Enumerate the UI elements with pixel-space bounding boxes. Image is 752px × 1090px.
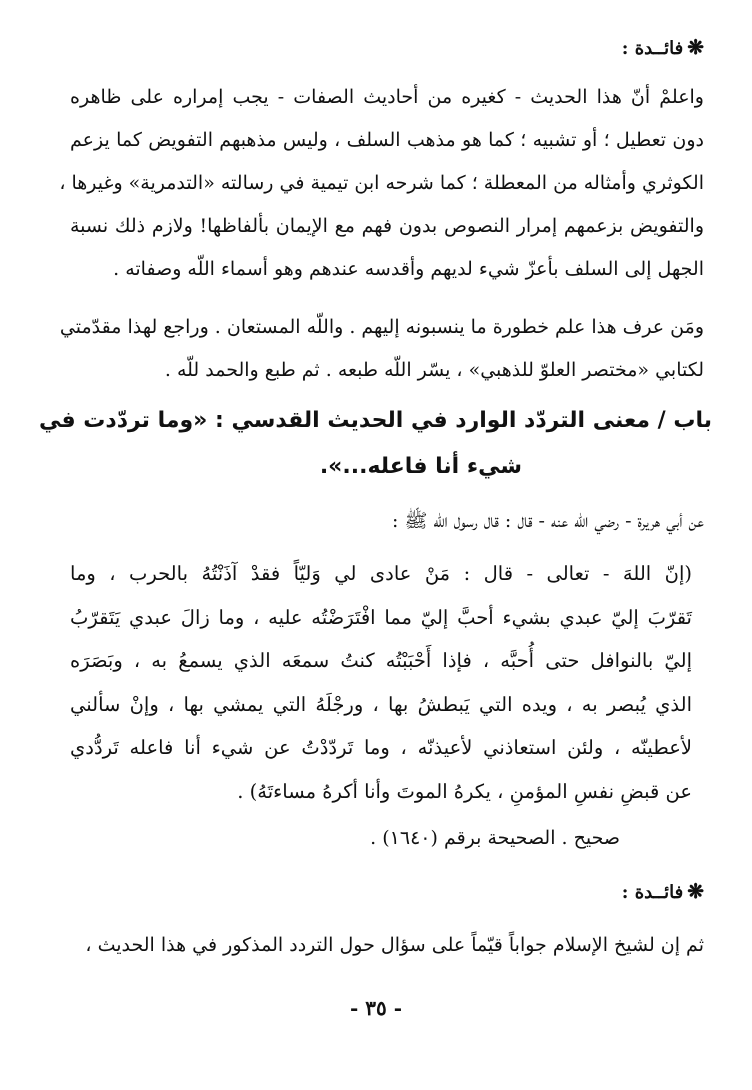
paragraph-sifat: [59, 76, 704, 291]
text-line: عن أبي هريرة - رضي الله عنه - قال : قال رسول الله ﷺ :: [392, 510, 704, 532]
narration-intro: [70, 500, 704, 543]
text-line: ومَن عرف هذا علم خطورة ما ينسبونه إليهم . واللّه المستعان . وراجع لهذا مقدّمتي: [59, 316, 704, 338]
faida-label-bottom: [622, 876, 704, 908]
paragraph-sheikh-answer: [70, 924, 704, 967]
heading-line: شيء أنا فاعله...».: [319, 454, 522, 479]
text-line: الجهل إلى السلف بأعزّ شيء لديهم وأقدسه عندهم وهو أسماء اللّه وصفاته .: [113, 258, 704, 280]
faida-text: فائــدة :: [621, 882, 684, 903]
hadith-line: إليّ بالنوافل حتى أُحبَّه ، فإذا أَحْبَبْتُه كنتُ سمعَه الذي يسمعُ به ، وبَصَرَه: [70, 649, 692, 672]
page-number: - ٣٥ -: [349, 996, 402, 1020]
text-line: لكتابي «مختصر العلوّ للذهبي» ، يسّر اللّه طبعه . ثم طبع والحمد للّه .: [164, 359, 704, 381]
hadith-line: تَقرّبَ إليّ عبدي بشيء أحبَّ إليّ مما افْتَرَضْتُه عليه ، وما زالَ عبدي يَتَقرّبُ: [70, 605, 692, 629]
asterisk-icon: ❋: [687, 879, 704, 903]
hadith-line: (إنّ اللهَ - تعالى - قال : مَنْ عادى لي وَليّاً فقدْ آذَنْتُهُ بالحرب ، وما: [70, 562, 692, 585]
asterisk-icon: ❋: [687, 35, 704, 59]
text-line: الكوثري وأمثاله من المعطلة ؛ كما شرحه ابن تيمية في رسالته «التدمرية» وغيرها ،: [59, 172, 704, 194]
hadith-line: الذي يُبصر به ، ويده التي يَبطشُ بها ، ورجْلَهُ التي يمشي بها ، وإنْ سألني: [70, 692, 692, 716]
hadith-source: صحيح . الصحيحة برقم (١٦٤٠) .: [370, 827, 620, 849]
faida-label-top: [622, 32, 704, 64]
text-line: ثم إن لشيخ الإسلام جواباً قيّماً على سؤال حول التردد المذكور في هذا الحديث ،: [85, 934, 704, 956]
text-line: واعلمْ أنّ هذا الحديث - كغيره من أحاديث الصفات - يجب إمراره على ظاهره: [70, 86, 704, 108]
chapter-heading: [38, 398, 712, 490]
paragraph-reference: [59, 306, 704, 392]
hadith-line: عن قبضِ نفسِ المؤمنِ ، يكرهُ الموتَ وأنا أكرهُ مساءتَهُ) .: [237, 779, 692, 803]
text-line: دون تعطيل ؛ أو تشبيه ؛ كما هو مذهب السلف ، وليس مذهبهم التفويض كما يزعم: [70, 129, 704, 151]
hadith-text: [70, 552, 692, 813]
hadith-line: لأعطينّه ، ولئن استعاذني لأعيذنّه ، وما تَردّدْتُ عن شيء أنا فاعله تَردُّدي: [70, 736, 692, 759]
faida-text: فائــدة :: [621, 38, 684, 59]
text-line: والتفويض بزعمهم إمرار النصوص بدون فهم مع الإيمان بألفاظها! ولازم ذلك نسبة: [70, 215, 704, 237]
heading-line: باب / معنى التردّد الوارد في الحديث القدسي : «وما تردّدت في: [38, 408, 712, 433]
